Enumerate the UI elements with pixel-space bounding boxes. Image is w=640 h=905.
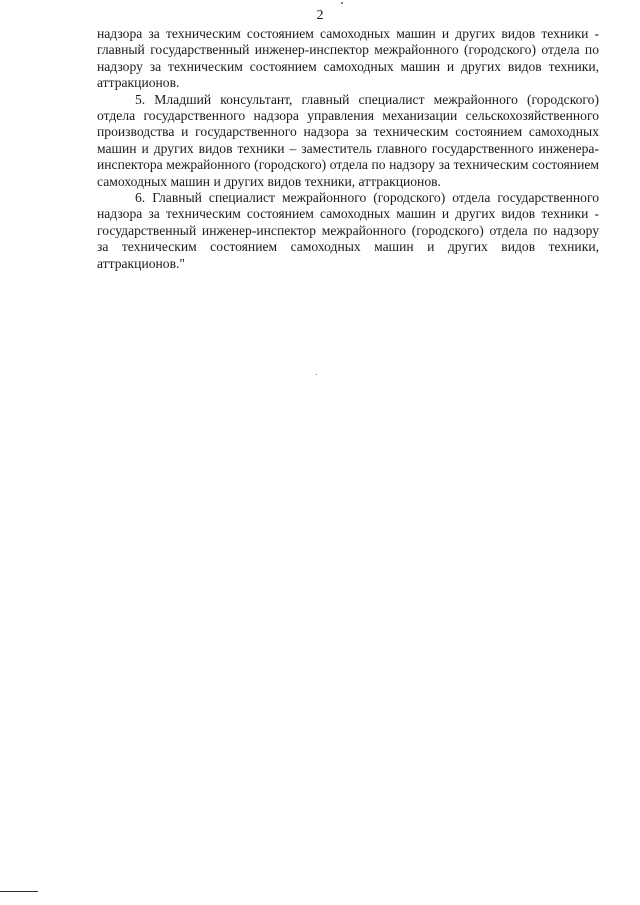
paragraph-text: Главный специалист межрайонного (городского) отдела государственного надзора за техническим состоянием самоходных машин и других видов техники - государственный инженер-инспектор межрайонного (городского) отдела по надзору за техническим состоянием самоходных машин и других видов техники, аттракционов." — [97, 190, 599, 271]
document-body — [97, 26, 599, 272]
paragraph-item-6 — [97, 190, 599, 272]
scan-speck — [341, 2, 343, 4]
paragraph-number: 5. — [135, 91, 146, 107]
paragraph-number: 6. — [135, 190, 146, 206]
paragraph-item-5 — [97, 92, 599, 190]
paragraph-continuation — [97, 26, 599, 92]
paragraph-text: надзора за техническим состоянием самоходных машин и других видов техники - главный государственный инженер-инспектор межрайонного (городского) отдела по надзору за техническим состоянием самоходных машин и других видов техники, аттракционов. — [97, 26, 599, 91]
scan-edge-mark — [0, 891, 38, 892]
scan-speck — [316, 374, 317, 375]
paragraph-text: Младший консультант, главный специалист межрайонного (городского) отдела государственного надзора управления механизации сельскохозяйственного производства и государственного надзора за техническим состоянием самоходных машин и других видов техники – заместитель главного государственного инженера-инспектора межрайонного (городского) отдела по надзору за техническим состоянием самоходных машин и других видов техники, аттракционов. — [97, 91, 599, 189]
page-number: 2 — [316, 8, 324, 23]
